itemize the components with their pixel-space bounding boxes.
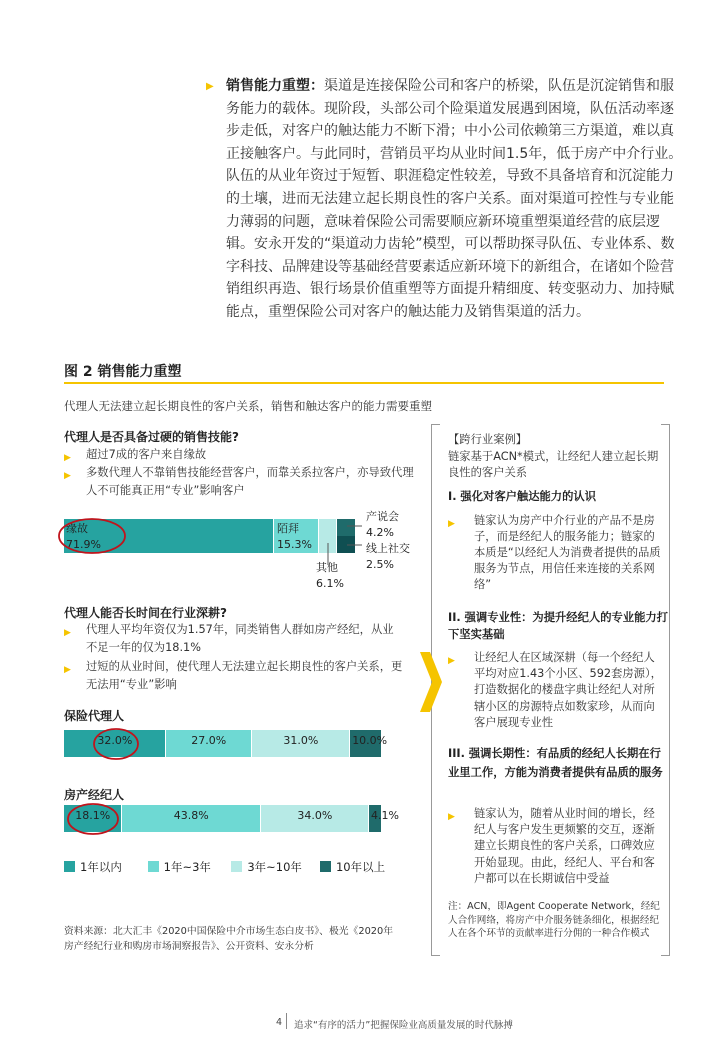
triangle-bullet-icon: ▶ bbox=[448, 812, 455, 822]
label-mobai: 陌拜 bbox=[277, 522, 299, 535]
case-note: 注：ACN，即Agent Cooperate Network，经纪人合作网络，将房产中介服务链条细化，根据经纪人在各个环节的贡献率进行分佣的一种合作模式 bbox=[448, 901, 660, 939]
q2-bullet-2-text: 过短的从业时间，使代理人无法建立起长期良性的客户关系，更无法用“专业”影响 bbox=[86, 660, 403, 691]
intro-section bbox=[206, 75, 686, 324]
legend-item-1 bbox=[64, 859, 144, 875]
legend-swatch bbox=[64, 861, 75, 872]
legend-swatch bbox=[231, 861, 242, 872]
q1-bullet-1-text: 超过7成的客户来自缘故 bbox=[86, 448, 207, 461]
legend-label: 1年~3年 bbox=[163, 860, 211, 874]
legend-label: 1年以内 bbox=[80, 860, 122, 874]
value-other: 6.1% bbox=[316, 577, 344, 590]
bar-value-label: 31.0% bbox=[283, 734, 319, 747]
label-online-social: 线上社交 bbox=[366, 542, 410, 555]
triangle-bullet-icon: ▶ bbox=[64, 665, 71, 675]
q2-bullet-1-text: 代理人平均年资仅为1.57年，同类销售人群如房产经纪，从业不足一年的仅为18.1% bbox=[86, 623, 394, 654]
case-section-1-title: I. 强化对客户触达能力的认识 bbox=[448, 490, 596, 503]
value-mobai: 15.3% bbox=[277, 538, 312, 551]
label-other: 其他 bbox=[316, 561, 338, 574]
value-chanshuohui: 4.2% bbox=[366, 526, 394, 539]
chevron-right-icon bbox=[420, 652, 442, 712]
legend-swatch bbox=[148, 861, 159, 872]
bar-value-label: 10.0% bbox=[352, 734, 388, 747]
case-intro: 链家基于ACN*模式，让经纪人建立起长期良性的客户关系 bbox=[448, 450, 659, 479]
chart-realestate-title: 房产经纪人 bbox=[64, 788, 125, 802]
bar-value-label: 34.0% bbox=[297, 809, 333, 822]
triangle-bullet-icon: ▶ bbox=[448, 519, 455, 529]
legend-item-4 bbox=[320, 859, 385, 875]
label-chanshuohui: 产说会 bbox=[366, 510, 399, 523]
triangle-bullet-icon: ▶ bbox=[64, 471, 71, 481]
triangle-bullet-icon: ▶ bbox=[448, 656, 455, 666]
label-yuangu: 缘故 bbox=[66, 522, 88, 535]
q2-bullet-2 bbox=[64, 658, 404, 694]
bar-value-label: 32.0% bbox=[97, 734, 133, 747]
highlight-circle bbox=[66, 800, 122, 838]
footer-text: 追求“有序的活力”把握保险业高质量发展的时代脉搏 bbox=[294, 1020, 513, 1031]
case-section-2-text: 让经纪人在区域深耕（每一个经纪人平均对应1.43个小区、592套房源），打造数据化的楼盘字典让经纪人对所辖小区的房源特点如数家珍，从而向客户展现专业性 bbox=[474, 651, 662, 729]
page-number: 4 bbox=[276, 1017, 283, 1028]
case-section-2-title: II. 强调专业性：为提升经纪人的专业能力打下坚实基础 bbox=[448, 611, 668, 641]
legend bbox=[64, 859, 404, 875]
q2-title: 代理人能否长时间在行业深耕? bbox=[64, 606, 227, 620]
chart-insurance-title: 保险代理人 bbox=[64, 709, 125, 723]
legend-item-2 bbox=[148, 859, 228, 875]
triangle-bullet-icon: ▶ bbox=[206, 81, 214, 92]
case-section-3-text: 链家认为，随着从业时间的增长，经纪人与客户发生更频繁的交互，逐渐建立长期良性的客户关系，口碑效应开始显现。由此，经纪人、平台和客户都可以在长期诚信中受益 bbox=[474, 807, 655, 885]
value-yuangu: 71.9% bbox=[66, 538, 101, 551]
triangle-bullet-icon: ▶ bbox=[64, 628, 71, 638]
case-header: 【跨行业案例】 bbox=[448, 433, 528, 446]
legend-label: 10年以上 bbox=[335, 860, 386, 874]
q1-title: 代理人是否具备过硬的销售技能? bbox=[64, 430, 239, 444]
intro-heading: 销售能力重塑： bbox=[226, 78, 324, 94]
highlight-circle bbox=[54, 515, 134, 559]
intro-paragraph bbox=[226, 75, 686, 324]
case-section-1-bullet bbox=[448, 513, 663, 593]
triangle-bullet-icon: ▶ bbox=[64, 453, 71, 463]
legend-item-3 bbox=[231, 859, 316, 875]
case-section-3-title: III. 强调长期性：有品质的经纪人长期在行业里工作，方能为消费者提供有品质的服务 bbox=[448, 747, 663, 779]
case-section-3-bullet bbox=[448, 806, 663, 887]
q1-bullet-2-text: 多数代理人不靠销售技能经营客户，而靠关系拉客户，亦导致代理人不可能真正用“专业”影响客户 bbox=[86, 466, 414, 497]
case-section-2-bullet bbox=[448, 650, 663, 731]
q1-bullet-1 bbox=[64, 446, 414, 464]
figure-title: 图 2 销售能力重塑 bbox=[64, 364, 182, 380]
bar-value-label: 18.1% bbox=[75, 809, 111, 822]
bar-value-label: 43.8% bbox=[173, 809, 209, 822]
source-note: 资料来源：北大汇丰《2020中国保险中介市场生态白皮书》、极光《2020年房产经纪行业和购房市场洞察报告》、公开资料、安永分析 bbox=[64, 926, 394, 952]
q1-bullet-2 bbox=[64, 464, 414, 500]
highlight-circle bbox=[92, 725, 142, 763]
bar-value-label: 27.0% bbox=[191, 734, 227, 747]
q2-bullet-1 bbox=[64, 621, 404, 657]
figure-title-underline bbox=[64, 382, 664, 384]
legend-swatch bbox=[320, 861, 331, 872]
intro-text: 渠道是连接保险公司和客户的桥梁，队伍是沉淀销售和服务能力的载体。现阶段，头部公司个险渠道发展遇到困境，队伍活动率逐步走低，对客户的触达能力不断下滑；中小公司依赖第三方渠道，难以真正接触客户。与此同时，营销员平均从业时间1.5年，低于房产中介行业。队伍的从业年资过于短暂、职涯稳定性较差，导致不具备培育和沉淀能力的土壤，进而无法建立起长期良性的客户关系。面对渠道可控性与专业能力薄弱的问题，意味着保险公司需要顺应新环境重塑渠道经营的底层逻辑。安永开发的“渠道动力齿轮”模型，可以帮助探寻队伍、专业体系、数字科技、品牌建设等基础经营要素适应新环境下的新组合，在诸如个险营销组织再造、银行场景价值重塑等方面提升精细度、转变驱动力、加持赋能点，重塑保险公司对客户的触达能力及销售渠道的活力。 bbox=[226, 78, 683, 320]
figure-subtitle: 代理人无法建立起长期良性的客户关系，销售和触达客户的能力需要重塑 bbox=[64, 399, 432, 413]
footer-divider bbox=[286, 1013, 287, 1029]
case-section-1-text: 链家认为房产中介行业的产品不是房子，而是经纪人的服务能力；链家的本质是“以经纪人为消费者提供的品质服务为节点，用信任来连接的关系网络” bbox=[474, 514, 661, 591]
value-online-social: 2.5% bbox=[366, 558, 394, 571]
legend-label: 3年~10年 bbox=[247, 860, 302, 874]
bar-value-label: 4.1% bbox=[370, 809, 399, 822]
